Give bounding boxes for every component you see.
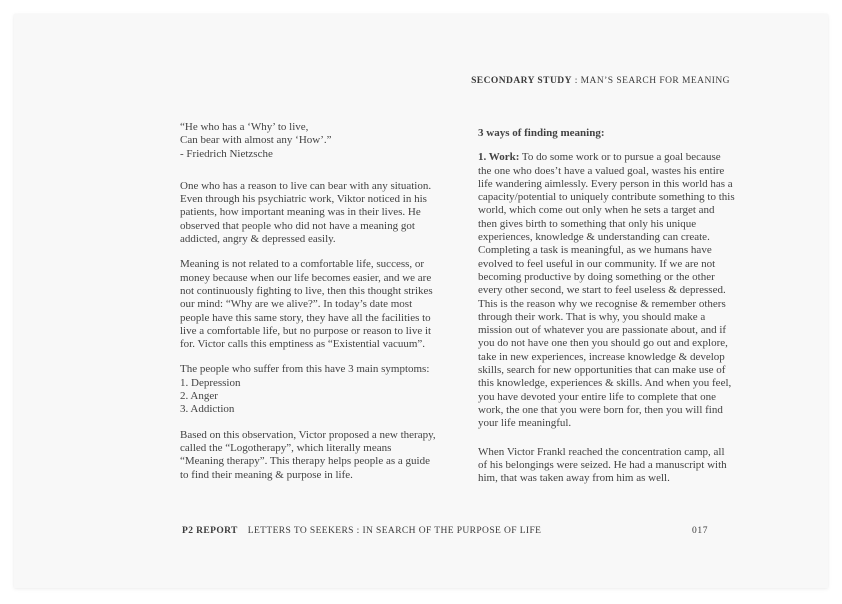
paragraph-viktor-observation: One who has a reason to live can bear with any situation. Even through his psychiatric work, Viktor noticed in his patients, how important meaning was in their lives. He observed that people who did not have a meaning got addicted, angry & depressed easily. bbox=[180, 179, 432, 246]
section-label: SECONDARY STUDY bbox=[471, 76, 572, 86]
quote-attribution: - Friedrich Nietzsche bbox=[180, 147, 273, 160]
paragraph-work bbox=[478, 151, 736, 430]
book-title: LETTERS TO SEEKERS : IN SEARCH OF THE PURPOSE OF LIFE bbox=[247, 526, 542, 536]
paragraph-logotherapy: Based on this observation, Victor proposed a new therapy, called the “Logotherapy”, which literally means “Meaning therapy”. This therapy helps people as a guide to find their meaning & purpose in life. bbox=[180, 428, 436, 481]
symptoms-intro: The people who suffer from this have 3 main symptoms: bbox=[180, 363, 430, 376]
ways-of-meaning-heading: 3 ways of finding meaning: bbox=[478, 127, 605, 139]
paragraph-concentration-camp: When Victor Frankl reached the concentration camp, all of his belongings were seized. He had a manuscript with him, that was taken away from him as well. bbox=[478, 445, 727, 485]
left-column bbox=[180, 121, 438, 482]
symptom-item-3: 3. Addiction bbox=[180, 403, 235, 416]
quote-line-2: Can bear with almost any ‘How’.” bbox=[180, 134, 332, 147]
right-column bbox=[478, 127, 736, 500]
symptom-item-1: 1. Depression bbox=[180, 376, 241, 389]
document-page bbox=[14, 14, 828, 588]
symptoms-block bbox=[180, 363, 438, 416]
footer-running-title bbox=[182, 526, 541, 536]
symptom-item-2: 2. Anger bbox=[180, 390, 218, 403]
report-label: P2 REPORT bbox=[182, 526, 238, 536]
page-number: 017 bbox=[692, 526, 709, 536]
work-label: 1. Work: bbox=[478, 151, 520, 164]
paragraph-existential-vacuum: Meaning is not related to a comfortable life, success, or money because when our life becomes easier, and we are not continuously fighting to live, then this thought strikes our mind: “Why are we alive?”. In today’s date most people have this same story, they have all the facilities to live a comfortable life, but no purpose or reason to live it for. Victor calls this emptiness as “Existential vacuum”. bbox=[180, 258, 433, 351]
quote-line-1: “He who has a ‘Why’ to live, bbox=[180, 121, 309, 133]
running-header bbox=[471, 76, 730, 86]
epigraph-quote bbox=[180, 121, 438, 161]
work-body-text: To do some work or to pursue a goal because the one who does’t have a valued goal, wastes his entire life wandering aimlessly. Every person in this world has a capacity/potential to uniquely contribute something to this world, which come out only when he sets a target and then gives birth to something that only his unique experiences, knowledge & understanding can create. Completing a task is meaningful, as we humans have evolved to feel useful in our community. If we are not becoming productive by doing something or the other every other second, we start to feel useless & depressed. This is the reason why we recognise & remember others through their work. That is why, you should make a mission out of whatever you are passionate about, and if you do not have one then you should go out and explore, take in new experiences, increase knowledge & develop skills, search for new opportunities that can make use of this knowledge, experiences & skills. And when you feel, you have devoted your entire life to complete that one work, the one that you were born for, then you will find your life meaningful. bbox=[478, 151, 735, 430]
chapter-title: MAN’S SEARCH FOR MEANING bbox=[580, 76, 730, 86]
header-separator: : bbox=[571, 76, 581, 86]
